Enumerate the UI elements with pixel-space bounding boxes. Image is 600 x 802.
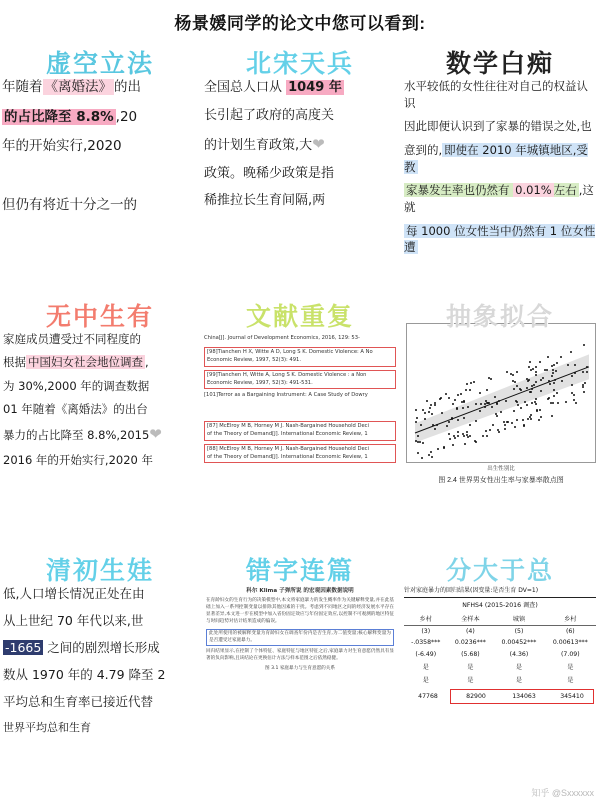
snippet-line: 平均总和生育率已接近代替 <box>3 694 154 710</box>
table-cell: (3) <box>421 627 431 635</box>
scatter-point <box>516 401 518 403</box>
scatter-point <box>507 421 509 423</box>
scatter-point <box>539 409 541 411</box>
table-header-cell: 乡村 <box>545 611 596 625</box>
scatter-point <box>556 392 558 394</box>
scatter-point <box>586 366 588 368</box>
snippet-line: 全国总人口从 1049 年 <box>204 80 342 95</box>
scatter-point <box>574 372 576 374</box>
snippet-line: 世界平均总和生育 <box>3 721 91 735</box>
panel-3 <box>400 42 600 295</box>
panel-2 <box>200 42 400 295</box>
scatter-point <box>553 364 555 366</box>
snippet-line: 根据 中国妇女社会地位调查 , <box>3 355 149 370</box>
table-cell: 是 <box>467 677 474 685</box>
snippet-line: 数从 1970 年的 4.79 降至 2 <box>3 667 166 683</box>
panel-grid <box>0 42 600 802</box>
table-cell: (6) <box>565 627 575 635</box>
scatter-point <box>441 412 443 414</box>
scatter-point <box>512 380 514 382</box>
scatter-point <box>553 389 555 391</box>
snippet-line: 为 30%,2000 年的调查数据 <box>3 378 150 393</box>
table-row <box>404 660 596 673</box>
table-cell: 是 <box>422 677 429 685</box>
table-cell: 47768 <box>418 692 438 700</box>
snippet-line <box>0 167 200 187</box>
snippet-line: 家暴发生率也仍然有 0.01% 左右 ,这就 <box>404 183 594 215</box>
scatter-point <box>523 424 525 426</box>
scatter-point <box>456 408 458 410</box>
snippet-line: 2016 年的开始实行,2020 年 <box>3 452 153 467</box>
scatter-point <box>540 416 542 418</box>
scatter-point <box>526 387 528 389</box>
snippet-line: 暴力的占比降至 8.8%,2015❤ <box>3 424 162 443</box>
scatter-point <box>540 390 542 392</box>
snippet-line: 的计划生育政策,大❤ <box>204 135 325 153</box>
scatter-point <box>565 401 567 403</box>
scatter-point <box>415 421 417 423</box>
reference-line: [88] McElroy M B, Horney M J. Nash-Bargained Household Deci <box>207 445 369 452</box>
scatter-point <box>434 404 436 406</box>
panel-4-snippet <box>0 331 200 548</box>
reference-line-boxed <box>204 370 396 390</box>
scatter-point <box>454 437 456 439</box>
panel-6-title: 抽象拟合 <box>445 302 554 332</box>
panel-8-title: 错字连篇 <box>245 555 354 585</box>
scatter-point <box>484 406 486 408</box>
snippet-line: 因此即便认识到了家暴的错误之处,也 <box>404 119 592 134</box>
scatter-point <box>535 398 537 400</box>
snippet-line: 每 1000 位女性当中仍然有 1 位女性遭 <box>404 223 596 255</box>
panel-1-title: 虚空立法 <box>45 49 154 78</box>
panel-3-title: 数学白痴 <box>445 49 554 78</box>
scatter-point <box>443 447 445 449</box>
scatter-point <box>582 384 584 386</box>
panel-5-references <box>200 331 400 548</box>
scatter-point <box>520 389 522 391</box>
reference-line-boxed <box>204 421 396 441</box>
table-cell: 是 <box>515 664 523 672</box>
scatter-point <box>422 409 424 411</box>
snippet-line: 从上世纪 70 年代以来,世 <box>3 612 144 628</box>
snippet-line: 家庭成员遭受过不同程度的 <box>3 332 141 347</box>
snippet-line: 水平较低的女性往往对自己的权益认识 <box>404 79 588 110</box>
scatter-point <box>463 417 465 419</box>
scatter-point <box>539 361 541 363</box>
table-cell: 是 <box>567 677 574 685</box>
reference-line: China[J]. Journal of Development Economics, 2016, 129: 53- <box>204 335 360 342</box>
doc-body-2: 回归结果显示,在控制了个体特征、家庭特征与地区特征之后,家庭暴力对生育意愿仍然具有显著的负向影响,且该结论在更换估计方法与样本范围之后依然稳健。 <box>206 649 394 662</box>
scatter-point <box>434 428 436 430</box>
panel-4-title: 无中生有 <box>45 302 154 332</box>
scatter-point <box>535 366 537 368</box>
scatter-point <box>583 391 585 393</box>
panel-7 <box>0 549 200 802</box>
scatter-point <box>424 418 426 420</box>
scatter-point <box>584 382 586 384</box>
table-header-cell: 乡村 <box>404 611 447 625</box>
scatter-point <box>466 434 468 436</box>
scatter-point <box>480 403 482 405</box>
scatter-point <box>485 430 487 432</box>
table-cell: (-6.49) <box>415 650 437 658</box>
scatter-point <box>506 371 508 373</box>
table-row <box>404 673 596 686</box>
snippet-line: 年随着 《离婚法》 的出 <box>2 79 141 95</box>
snippet-line: 但仍有将近十分之一的 <box>2 197 137 214</box>
scatter-point <box>571 384 573 386</box>
watermark: 知乎 @Sxxxxxx <box>531 787 594 798</box>
scatter-point <box>554 379 556 381</box>
scatter-point <box>424 412 426 414</box>
table-row <box>404 611 596 625</box>
table-cell: 0.00613*** <box>552 639 588 647</box>
panel-1 <box>0 42 200 295</box>
panel-2-title: 北宋天兵 <box>245 49 354 78</box>
panel-9-table-block <box>400 585 600 802</box>
table-cell: 82900 <box>466 692 486 700</box>
table-cell: (4) <box>466 627 475 635</box>
scatter-point <box>553 382 555 384</box>
scatter-point <box>530 418 532 420</box>
scatter-point <box>496 415 498 417</box>
table-row <box>404 637 596 648</box>
scatter-point <box>513 410 515 412</box>
panel-7-snippet <box>0 585 200 802</box>
table-cell: (4.36) <box>509 650 529 658</box>
table-cell: (7.09) <box>561 650 580 658</box>
reference-line: Economic Review, 1997, 52(3): 491-531. <box>207 379 313 386</box>
table-cell: 是 <box>467 664 474 672</box>
highlight-box <box>450 689 594 704</box>
panel-1-snippet <box>0 78 200 295</box>
panel-8 <box>200 549 400 802</box>
scatter-point <box>498 431 500 433</box>
panel-8-snippet <box>200 585 400 802</box>
table-cell: 是 <box>422 664 429 672</box>
scatter-point <box>417 435 419 437</box>
scatter-point <box>492 424 494 426</box>
table-header-cell: 城镇 <box>493 611 544 625</box>
scatter-point <box>473 381 475 383</box>
scatter-point <box>430 451 432 453</box>
table-row <box>404 598 596 612</box>
scatter-point <box>457 435 459 437</box>
reference-line: [101]Terror as a Bargaining Instrument: A Case Study of Dowry <box>204 392 368 399</box>
panel-5 <box>200 295 400 548</box>
panel-4 <box>0 295 200 548</box>
heart-icon: ❤ <box>149 424 162 443</box>
doc-boxed-note: 此处所使用的被解释变量为育龄妇女在调查年份内是否生育,为二值变量;核心解释变量为是否遭受过家庭暴力。 <box>206 629 394 647</box>
snippet-line: 低,人口增长情况正处在由 <box>3 585 145 601</box>
scatter-point <box>535 381 537 383</box>
scatter-point <box>553 395 555 397</box>
reference-line: [98]Tianchen H X, Witte A D, Long S K. Domestic Violence: A No <box>207 349 373 356</box>
heart-icon: ❤ <box>312 135 325 153</box>
panel-6 <box>400 295 600 548</box>
table-cell: 345410 <box>560 692 584 700</box>
scatter-point <box>532 368 534 370</box>
scatter-point <box>550 402 552 404</box>
scatter-point <box>583 344 585 346</box>
scatter-point <box>531 402 533 404</box>
scatter-point <box>487 402 489 404</box>
snippet-line: 长引起了政府的高度关 <box>204 107 335 123</box>
reference-line: [99]Tianchen H, Witte A, Long S K. Domestic Violence : a Non <box>207 371 367 378</box>
scatter-point <box>500 411 502 413</box>
scatter-point <box>491 406 493 408</box>
reference-line: [87] McElroy M B, Horney M J. Nash-Bargained Household Deci <box>207 423 369 430</box>
snippet-line: 稀推拉长生育间隔,两 <box>204 193 326 208</box>
reference-line: Economic Review, 1997, 52(3): 491. <box>207 356 301 363</box>
panel-2-snippet <box>200 78 400 295</box>
snippet-line: 01 年随着《离婚法》的出台 <box>3 401 148 416</box>
panel-5-title: 文献重复 <box>245 302 354 332</box>
snippet-line: 意到的, 即使在 2010 年城镇地区,受教 <box>404 143 588 174</box>
scatter-point <box>531 388 533 390</box>
scatter-point <box>470 382 472 384</box>
scatter-point <box>546 369 548 371</box>
table-cell: 134063 <box>512 692 536 700</box>
table-cell: 0.0236*** <box>454 639 486 647</box>
stats-table <box>404 597 596 687</box>
scatter-point <box>517 404 519 406</box>
scatter-point <box>494 396 496 398</box>
scatter-point <box>530 369 532 371</box>
table-row <box>404 649 596 660</box>
scatter-point <box>475 403 477 405</box>
table-header-cell: 全样本 <box>447 611 493 625</box>
trend-band <box>407 324 595 462</box>
scatter-point <box>504 428 506 430</box>
table-row <box>404 625 596 637</box>
table-cell: (5) <box>514 627 524 635</box>
scatter-plot <box>406 323 596 463</box>
table-cell: 是 <box>567 664 574 672</box>
scatter-point <box>571 375 573 377</box>
panel-9 <box>400 549 600 802</box>
scatter-point <box>512 374 514 376</box>
table-cell: (5.68) <box>461 650 480 658</box>
panel-9-title: 分大于总 <box>445 555 554 585</box>
scatter-point <box>469 389 471 391</box>
table-cell: 0.00452*** <box>501 639 537 647</box>
chart-caption: 图 2.4 世界男女性出生率与家暴率散点图 <box>438 477 564 485</box>
scatter-point <box>448 433 450 435</box>
reference-line: of the Theory of Demand[J]. International Economic Review, 1 <box>207 430 368 437</box>
scatter-point <box>516 385 518 387</box>
reference-line: of the Theory of Demand[J]. International Economic Review, 1 <box>207 453 368 460</box>
table-cell: -.0358*** <box>411 639 441 647</box>
scatter-point <box>514 381 516 383</box>
scatter-point <box>516 419 518 421</box>
scatter-point <box>511 422 513 424</box>
scatter-point <box>556 362 558 364</box>
table-note: 针对家庭暴力的回归结果(因变量:是否生育 DV=1) <box>404 586 539 594</box>
panel-7-title: 清初生娃 <box>45 555 154 585</box>
table-source: NFHS4 (2015-2016 调查) <box>404 598 596 612</box>
snippet-line: 年的开始实行,2020 <box>2 138 122 155</box>
scatter-point <box>489 429 491 431</box>
scatter-point <box>498 400 500 402</box>
panel-3-snippet <box>400 78 600 295</box>
reference-line-boxed <box>204 347 396 367</box>
snippet-line: 政策。晚稀少政策是指 <box>204 165 335 181</box>
scatter-point <box>582 386 584 388</box>
scatter-point <box>436 424 438 426</box>
scatter-point <box>479 410 481 412</box>
doc-figure-caption: 图 3.1 家庭暴力与生育意愿的关系 <box>265 666 335 672</box>
scatter-point <box>516 371 518 373</box>
scatter-point <box>431 456 433 458</box>
scatter-point <box>528 366 530 368</box>
chart-x-axis-label: 出生性别比 <box>487 466 515 473</box>
page-title: 杨景媛同学的论文中您可以看到: <box>174 14 426 33</box>
reference-line-boxed <box>204 444 396 464</box>
scatter-point <box>451 418 453 420</box>
scatter-point <box>430 404 432 406</box>
table-cell: 是 <box>515 677 523 685</box>
panel-6-chart <box>406 323 596 544</box>
snippet-line: 的占比降至 8.8% ,20 <box>4 108 138 125</box>
scatter-point <box>448 397 450 399</box>
scatter-point <box>486 435 488 437</box>
snippet-line: -1665 之间的剧烈增长形成 <box>5 639 160 655</box>
doc-header: 科尔 Klima 子弹所说 的宏观因素数据说明 <box>246 587 354 594</box>
doc-body: 在育龄妇女的生育行为的决策模型中,本文将家庭暴力的发生概率作为关键解释变量,并在此基础上加入一系列控制变量以排除其他因素的干扰。考虑到不同地区之间的经济发展水平存在显著差异,本文进一步在模型中加入省份固定效应与年份固定效应,以控制不可观测的地区特征与时间趋势对估计结果造成的偏误。 <box>206 598 394 624</box>
scatter-point <box>538 419 540 421</box>
